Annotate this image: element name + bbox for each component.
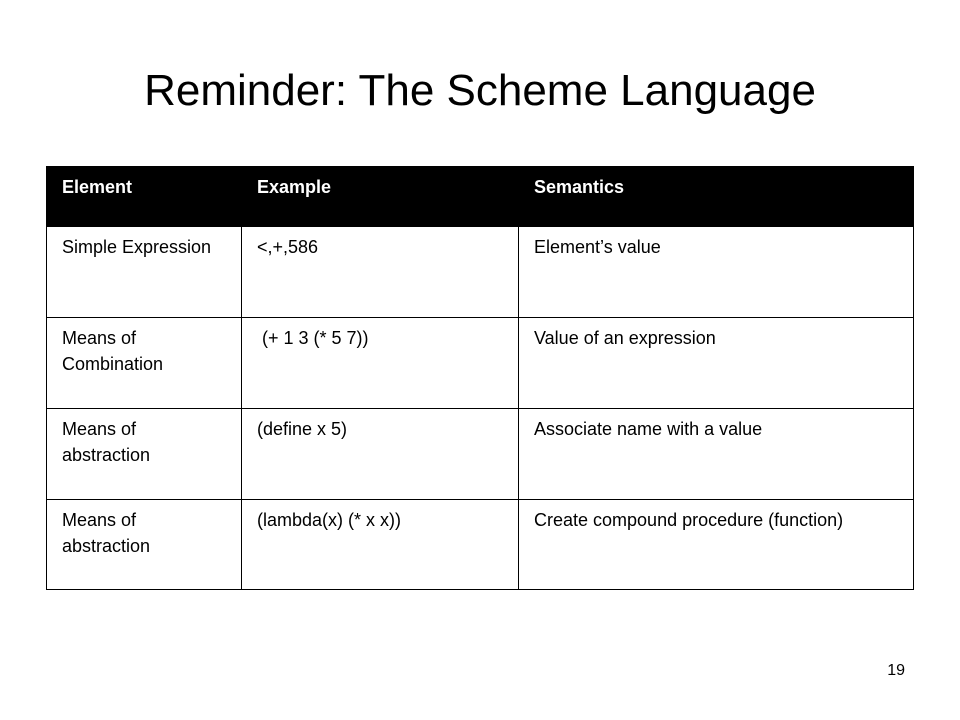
cell-element: Means of Combination bbox=[47, 317, 242, 408]
table-row bbox=[47, 499, 914, 589]
cell-element: Means of abstraction bbox=[47, 408, 242, 499]
header-semantics: Semantics bbox=[519, 166, 914, 226]
cell-element: Simple Expression bbox=[47, 226, 242, 317]
table-row bbox=[47, 317, 914, 408]
cell-semantics: Element’s value bbox=[519, 226, 914, 317]
cell-example: <,+,586 bbox=[242, 226, 519, 317]
cell-example: (lambda(x) (* x x)) bbox=[242, 499, 519, 589]
header-element: Element bbox=[47, 166, 242, 226]
cell-semantics: Value of an expression bbox=[519, 317, 914, 408]
cell-semantics: Associate name with a value bbox=[519, 408, 914, 499]
cell-example: (define x 5) bbox=[242, 408, 519, 499]
cell-element: Means of abstraction bbox=[47, 499, 242, 589]
table-header-row bbox=[47, 166, 914, 226]
cell-semantics: Create compound procedure (function) bbox=[519, 499, 914, 589]
table-row bbox=[47, 408, 914, 499]
cell-example: (+ 1 3 (* 5 7)) bbox=[242, 317, 519, 408]
slide-title: Reminder: The Scheme Language bbox=[144, 66, 816, 115]
header-example: Example bbox=[242, 166, 519, 226]
scheme-elements-table bbox=[46, 166, 914, 590]
slide-number: 19 bbox=[887, 662, 905, 679]
table-row bbox=[47, 226, 914, 317]
